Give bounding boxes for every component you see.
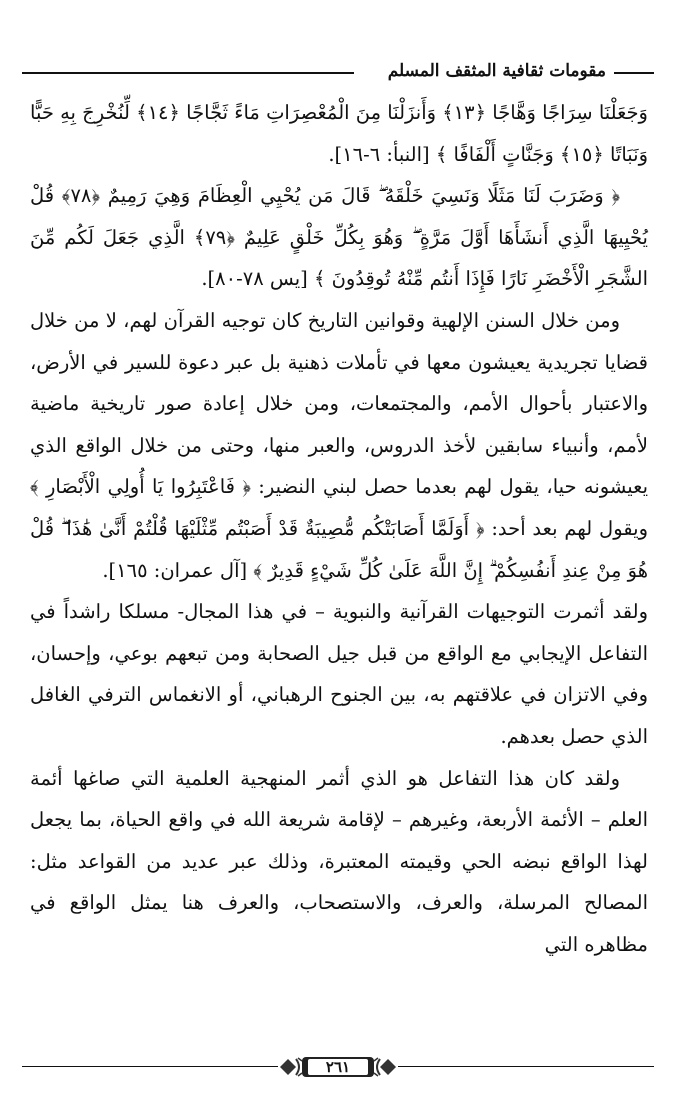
header-title: مقومات ثقافية المثقف المسلم (380, 58, 614, 84)
body-text (30, 92, 648, 965)
page-footer (22, 1055, 654, 1079)
paragraph-1: ومن خلال السنن الإلهية وقوانين التاريخ كان توجيه القرآن لهم، لا من خلال قضايا تجريدية يعيشون معها في تأملات ذهنية بل عبر دعوة للسير في الأرض، والاعتبار بأحوال الأمم، والمجتمعات، ومن خلال إعادة صور تاريخية ماضية لأمم، وأنبياء سابقين لأخذ الدروس، والعبر منها، وحتى من خلال الواقع الذي يعيشونه حيا، يقول لهم بعدما حصل لبني النضير: ﴿ فَاعْتَبِرُوا يَا أُولِي الْأَبْصَارِ ﴾ ويقول لهم بعد أحد: ﴿ أَوَلَمَّا أَصَابَتْكُم مُّصِيبَةٌ قَدْ أَصَبْتُم مِّثْلَيْهَا قُلْتُمْ أَنَّىٰ هَٰذَا ۖ قُلْ هُوَ مِنْ عِندِ أَنفُسِكُمْ ۗ إِنَّ اللَّهَ عَلَىٰ كُلِّ شَيْءٍ قَدِيرٌ ﴾ [آل عمران: ١٦٥]. (30, 308, 648, 582)
paragraph-2: ولقد أثمرت التوجيهات القرآنية والنبوية – في هذا المجال- مسلكا راشداً في التفاعل الإيجابي مع الواقع من قبل جيل الصحابة ومن تبعهم بوعي، وإحسان، وفي الاتزان في علاقتهم به، بين الجنوح الرهباني، أو الانغماس الترفي الغافل الذي حصل بعدهم. (30, 600, 648, 748)
header-rule (22, 72, 354, 74)
page-number-frame (278, 1055, 398, 1079)
paragraph-3: ولقد كان هذا التفاعل هو الذي أثمر المنهجية العلمية التي صاغها أئمة العلم – الأئمة الأربعة، وغيرهم – لإقامة شريعة الله في واقع الحياة، بما يجعل لهذا الواقع نبضه الحي وقيمته المعتبرة، وذلك عبر عديد من القواعد مثل: المصالح المرسلة، والعرف، والاستصحاب، والعرف هنا يمثل الواقع في مظاهره التي (30, 766, 648, 956)
page-number: ٢٦١ (325, 1058, 351, 1076)
verse-block-1: وَجَعَلْنَا سِرَاجًا وَهَّاجًا ﴿١٣﴾ وَأَنزَلْنَا مِنَ الْمُعْصِرَاتِ مَاءً ثَجَّاجًا ﴿١٤﴾ لِّنُخْرِجَ بِهِ حَبًّا وَنَبَاتًا ﴿١٥﴾ وَجَنَّاتٍ أَلْفَافًا ﴾ [النبأ: ٦-١٦]. (30, 101, 648, 166)
verse-block-2: ﴿ وَضَرَبَ لَنَا مَثَلًا وَنَسِيَ خَلْقَهُ ۖ قَالَ مَن يُحْيِي الْعِظَامَ وَهِيَ رَمِيمٌ ﴿٧٨﴾ قُلْ يُحْيِيهَا الَّذِي أَنشَأَهَا أَوَّلَ مَرَّةٍ ۖ وَهُوَ بِكُلِّ خَلْقٍ عَلِيمٌ ﴿٧٩﴾ الَّذِي جَعَلَ لَكُم مِّنَ الشَّجَرِ الْأَخْضَرِ نَارًا فَإِذَا أَنتُم مِّنْهُ تُوقِدُونَ ﴾ [يس ٧٨-٨٠]. (30, 184, 648, 291)
running-header (22, 58, 654, 86)
header-rule-short (614, 72, 654, 74)
